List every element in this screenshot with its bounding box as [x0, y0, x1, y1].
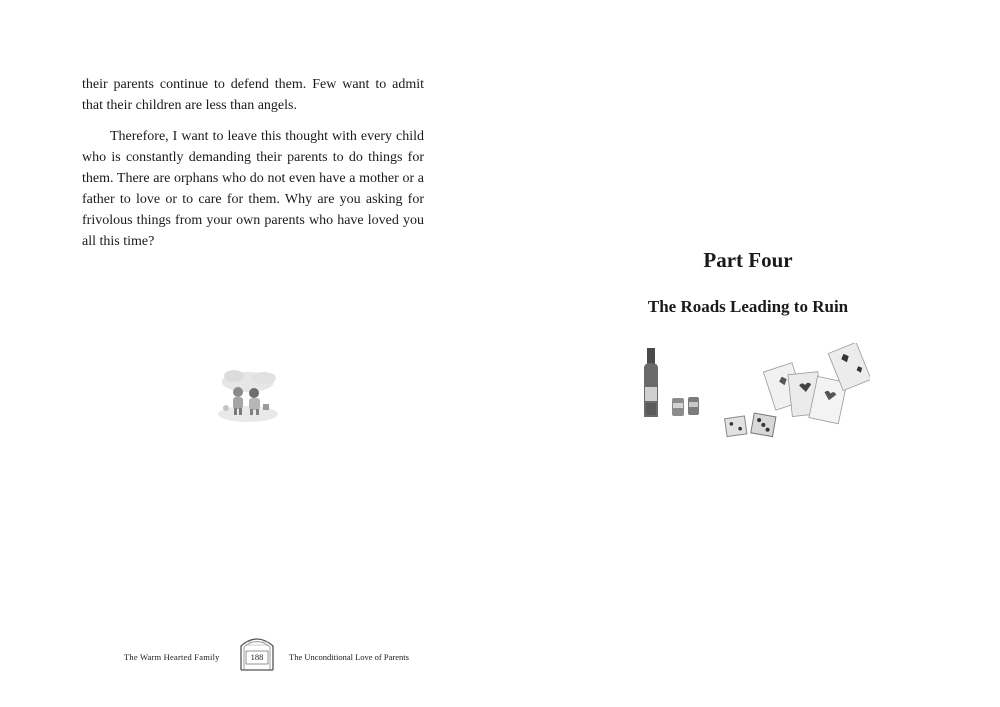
- vices-sketch-icon: [638, 343, 870, 457]
- page-footer: [0, 630, 500, 672]
- part-title: Part Four: [703, 248, 793, 272]
- paragraph-1: their parents continue to defend them. Few want to admit that their children are less than angels.: [82, 77, 424, 113]
- footer-book-title: The Warm Hearted Family: [124, 652, 220, 662]
- right-page: [500, 0, 1000, 707]
- paragraph-2: Therefore, I want to leave this thought with every child who is constantly demanding their parents to do things for them. There are orphans who do not even have a mother or a father to love or to care for them. Why are you asking for frivolous things from your own parents who have loved you all this time?: [82, 129, 424, 249]
- body-text: [82, 74, 424, 262]
- children-sketch-icon: [214, 362, 282, 424]
- page-number-badge: [237, 632, 277, 672]
- part-subtitle: The Roads Leading to Ruin: [647, 297, 849, 316]
- footer-chapter-title: The Unconditional Love of Parents: [289, 652, 409, 662]
- page-number: 188: [250, 652, 264, 662]
